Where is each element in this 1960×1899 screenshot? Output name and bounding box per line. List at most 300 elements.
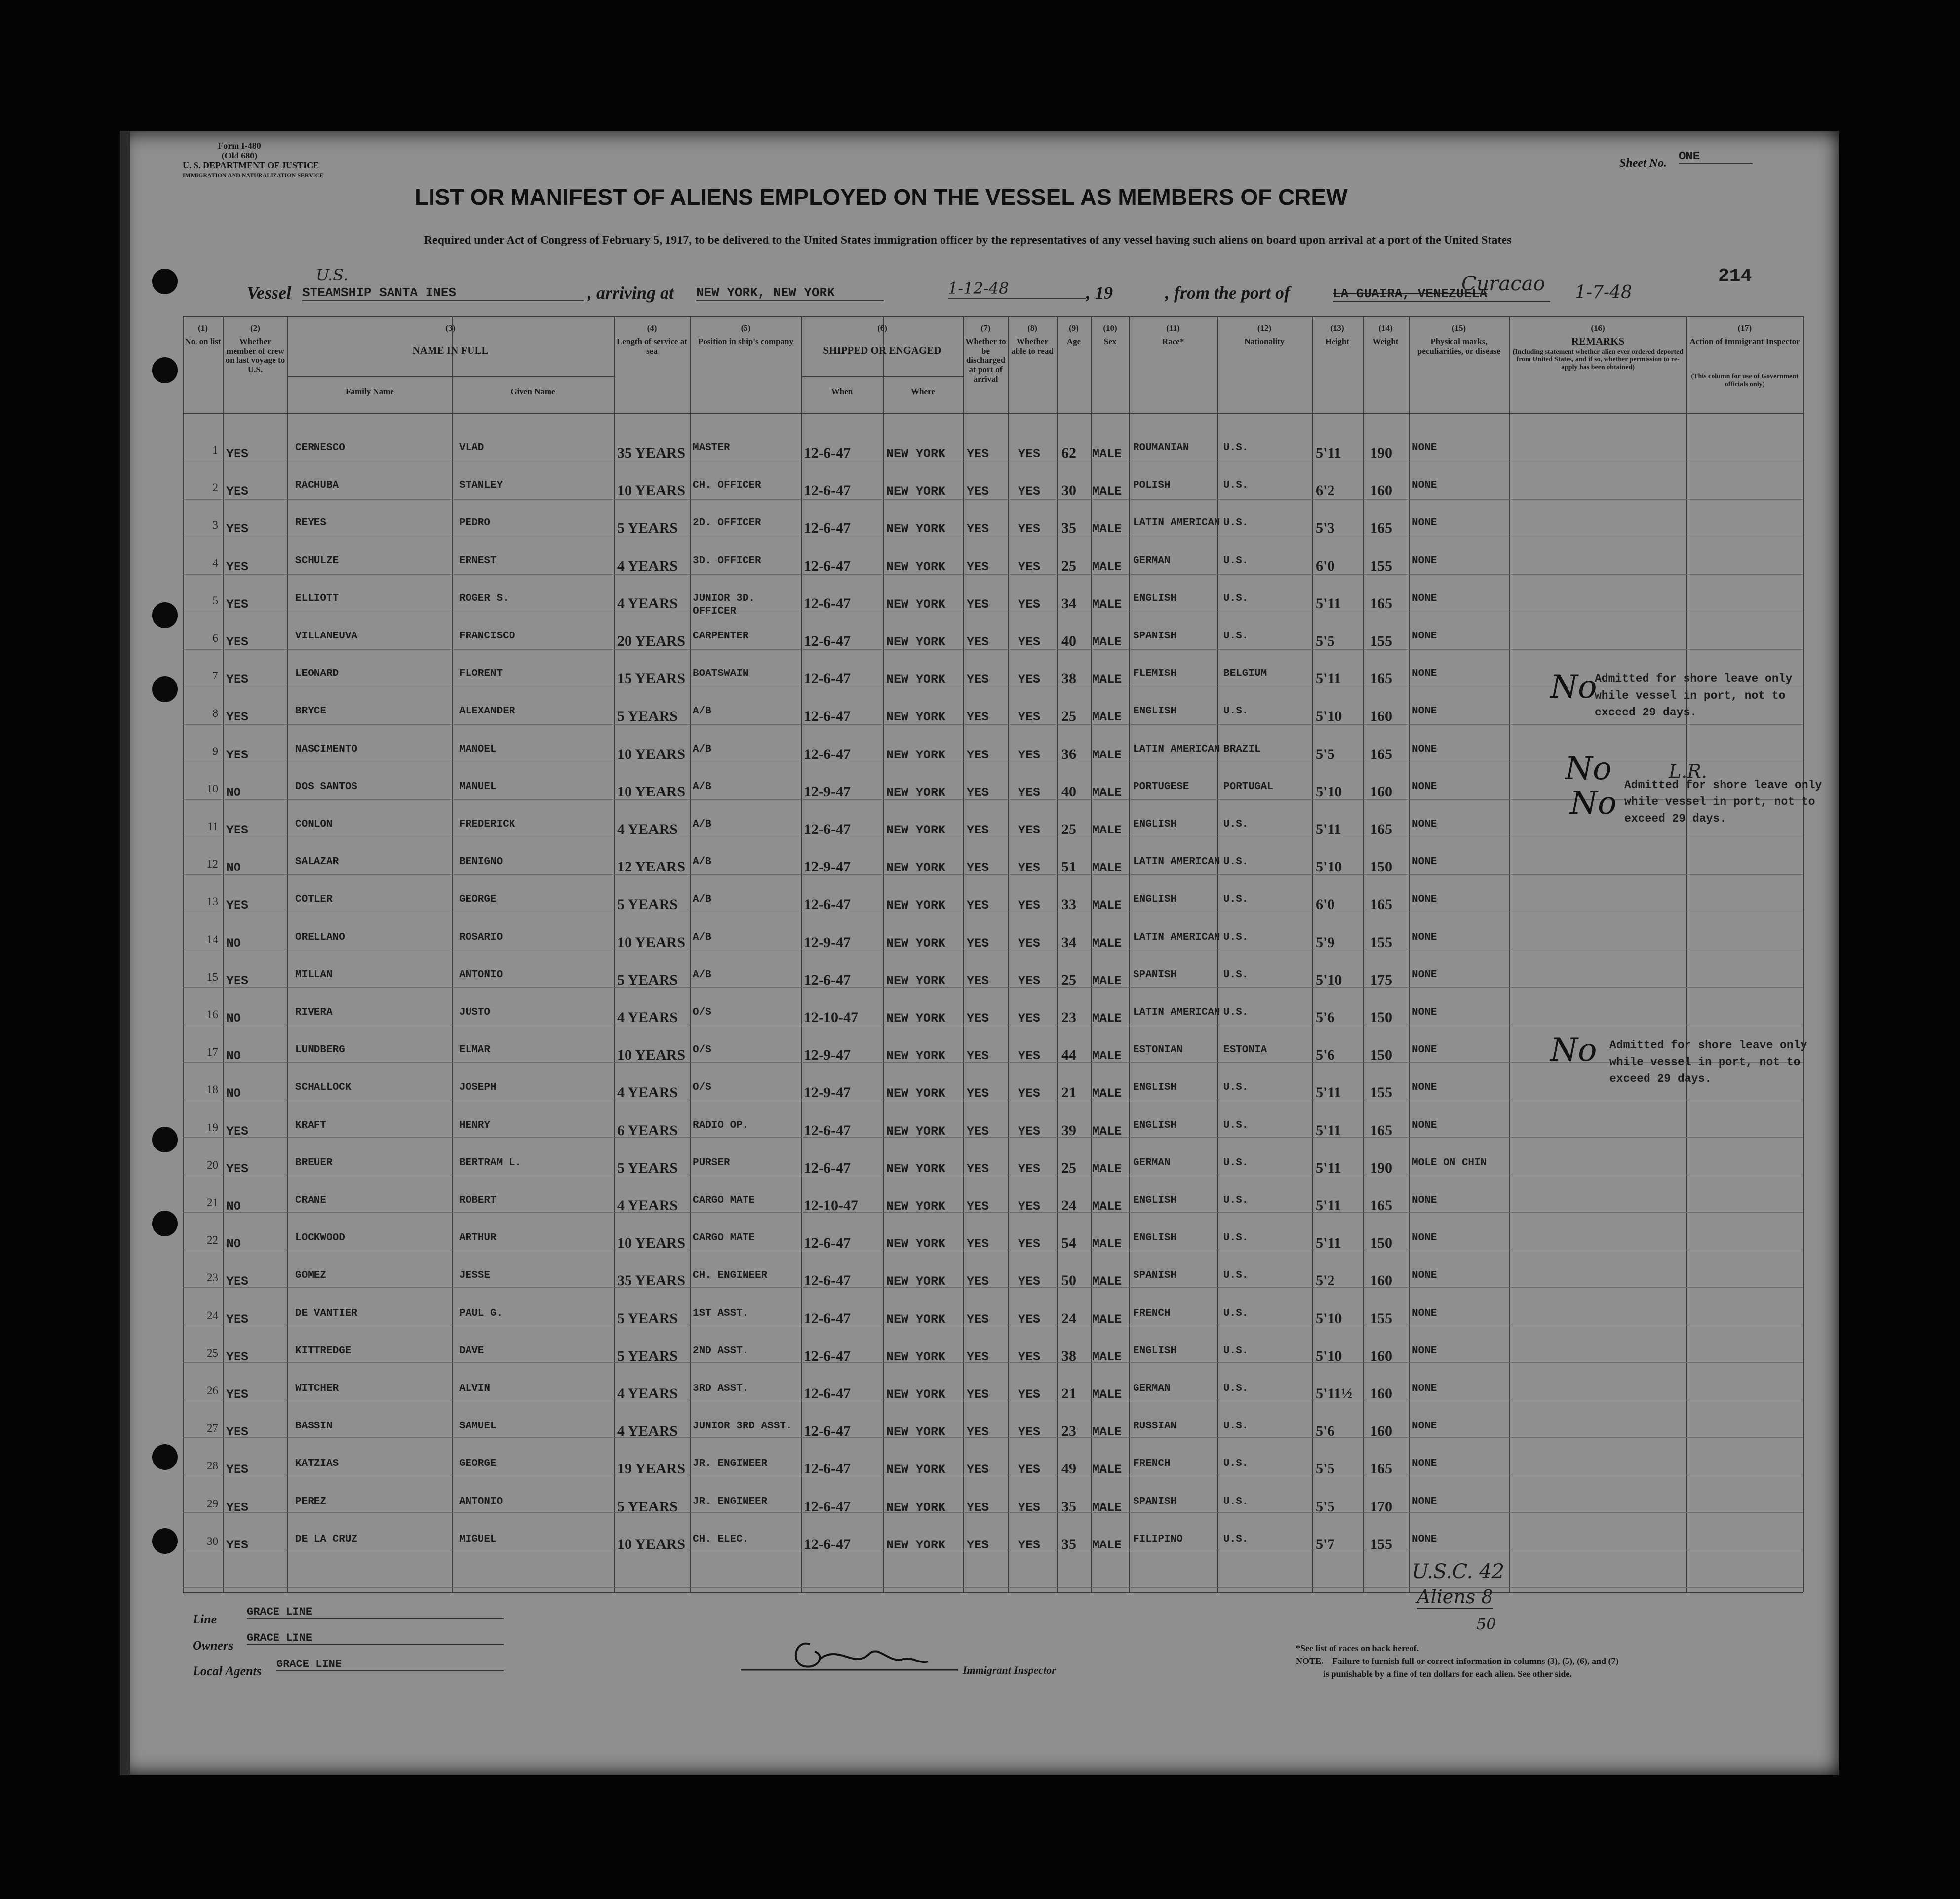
row-number: 20: [207, 1158, 218, 1171]
cell-height: 5'11: [1316, 595, 1341, 612]
column-divider: [801, 316, 802, 1592]
cell-where: NEW YORK: [886, 1124, 946, 1139]
cell-age: 50: [1061, 1272, 1076, 1289]
cell-discharged: YES: [967, 522, 989, 537]
cell-position: JR. ENGINEER: [693, 1496, 768, 1507]
cell-age: 38: [1061, 1347, 1076, 1364]
row-number: 26: [207, 1385, 218, 1397]
cell-family: BASSIN: [295, 1421, 333, 1432]
cell-sex: MALE: [1092, 559, 1122, 574]
cell-service: 4 YEARS: [617, 1423, 678, 1440]
cell-read: YES: [1018, 710, 1041, 725]
cell-marks: NONE: [1412, 517, 1437, 529]
row-number: 28: [207, 1460, 218, 1472]
cell-sex: MALE: [1092, 1049, 1122, 1064]
cell-age: 30: [1061, 482, 1076, 499]
cell-age: 38: [1061, 671, 1076, 687]
cell-height: 5'5: [1316, 1461, 1335, 1477]
cell-weight: 150: [1370, 859, 1392, 875]
cell-marks: MOLE ON CHIN: [1412, 1157, 1487, 1169]
cell-where: NEW YORK: [886, 898, 946, 913]
cell-sex: MALE: [1092, 1387, 1122, 1402]
cell-when: 12-9-47: [804, 1047, 851, 1064]
cell-height: 5'11½: [1316, 1385, 1353, 1402]
cell-position: CARGO MATE: [693, 1195, 755, 1206]
cell-weight: 165: [1370, 746, 1392, 762]
cell-race: SPANISH: [1133, 1270, 1177, 1282]
cell-race: ENGLISH: [1133, 1119, 1177, 1131]
cell-race: ENGLISH: [1133, 819, 1177, 830]
cell-height: 6'0: [1316, 896, 1335, 913]
cell-nationality: U.S.: [1223, 442, 1249, 454]
cell-service: 35 YEARS: [617, 1272, 686, 1289]
cell-where: NEW YORK: [886, 861, 946, 875]
cell-family: KATZIAS: [295, 1458, 339, 1470]
cell-discharged: YES: [967, 1237, 989, 1252]
inspector-label: Immigrant Inspector: [963, 1664, 1056, 1676]
cell-discharged: YES: [967, 1124, 989, 1139]
cell-prev: YES: [226, 1538, 249, 1552]
cell-service: 12 YEARS: [617, 859, 686, 875]
cell-marks: NONE: [1412, 1496, 1437, 1507]
column-divider: [1686, 316, 1687, 1592]
cell-where: NEW YORK: [886, 1161, 946, 1176]
row-rule: [183, 649, 1803, 650]
cell-age: 21: [1061, 1084, 1076, 1101]
cell-position: BOATSWAIN: [693, 668, 749, 680]
cell-given: JESSE: [459, 1270, 491, 1282]
cell-given: ALVIN: [459, 1383, 491, 1394]
cell-discharged: YES: [967, 484, 989, 499]
tally-usc: U.S.C. 42: [1412, 1560, 1504, 1583]
cell-given: GEORGE: [459, 1458, 497, 1470]
cell-position: 3D. OFFICER: [693, 555, 761, 567]
cell-nationality: U.S.: [1223, 593, 1249, 604]
footer-note-penalty-cont: is punishable by a fine of ten dollars for each alien. See other side.: [1323, 1669, 1572, 1679]
row-number: 11: [207, 820, 218, 832]
cell-prev: NO: [226, 936, 241, 950]
column-note: (This column for use of Government officials only): [1691, 373, 1799, 388]
cell-nationality: U.S.: [1223, 1082, 1249, 1094]
sheet-no-value: ONE: [1679, 150, 1753, 164]
cell-when: 12-6-47: [804, 633, 851, 649]
row-number: 3: [212, 519, 218, 532]
cell-age: 34: [1061, 934, 1076, 950]
remark-line: Admitted for shore leave only: [1609, 1039, 1807, 1052]
cell-sex: MALE: [1092, 823, 1122, 837]
table-header-border: [183, 413, 1803, 414]
column-divider: [883, 316, 884, 1592]
cell-race: SPANISH: [1133, 969, 1177, 981]
cell-when: 12-9-47: [804, 783, 851, 800]
cell-height: 6'0: [1316, 557, 1335, 574]
cell-nationality: PORTUGAL: [1223, 781, 1273, 792]
cell-when: 12-6-47: [804, 821, 851, 837]
cell-marks: NONE: [1412, 1421, 1437, 1432]
cell-age: 36: [1061, 746, 1076, 762]
cell-given: MANOEL: [459, 743, 497, 755]
cell-position: 3RD ASST.: [693, 1383, 749, 1394]
cell-height: 5'3: [1316, 520, 1335, 537]
row-number: 16: [207, 1008, 218, 1021]
cell-discharged: YES: [967, 710, 989, 725]
cell-read: YES: [1018, 559, 1041, 574]
cell-height: 5'6: [1316, 1047, 1335, 1064]
cell-height: 5'10: [1316, 1310, 1342, 1327]
cell-weight: 165: [1370, 1461, 1392, 1477]
column-number: (11): [1166, 323, 1180, 333]
cell-discharged: YES: [967, 898, 989, 913]
cell-race: PORTUGESE: [1133, 781, 1189, 792]
cell-discharged: YES: [967, 1011, 989, 1026]
cell-family: PEREZ: [295, 1496, 327, 1507]
cell-weight: 170: [1370, 1498, 1392, 1515]
column-header: Action of Immigrant Inspector: [1689, 337, 1800, 346]
remark-line: exceed 29 days.: [1609, 1072, 1712, 1085]
cell-where: NEW YORK: [886, 635, 946, 649]
cell-weight: 150: [1370, 1047, 1392, 1064]
cell-where: NEW YORK: [886, 748, 946, 762]
cell-weight: 165: [1370, 671, 1392, 687]
column-note: (Including statement whether alien ever ordered deported from United States, and if so, whether permission to re-apply has been obtained): [1512, 348, 1684, 371]
cell-height: 5'6: [1316, 1423, 1335, 1440]
cell-weight: 165: [1370, 1197, 1392, 1214]
cell-height: 5'11: [1316, 1122, 1341, 1139]
cell-height: 5'11: [1316, 1197, 1341, 1214]
cell-where: NEW YORK: [886, 1387, 946, 1402]
cell-prev: YES: [226, 898, 249, 913]
handwritten-no-mark: No: [1570, 785, 1617, 822]
cell-sex: MALE: [1092, 1425, 1122, 1440]
cell-marks: NONE: [1412, 743, 1437, 755]
cell-weight: 150: [1370, 1235, 1392, 1252]
cell-height: 5'11: [1316, 1235, 1341, 1252]
cell-prev: YES: [226, 635, 249, 649]
cell-family: DE VANTIER: [295, 1307, 358, 1319]
cell-when: 12-6-47: [804, 445, 851, 461]
column-subheader: When: [831, 387, 853, 396]
cell-family: LUNDBERG: [295, 1044, 345, 1056]
cell-service: 4 YEARS: [617, 595, 678, 612]
cell-given: PEDRO: [459, 517, 491, 529]
cell-age: 24: [1061, 1310, 1076, 1327]
row-rule: [183, 499, 1803, 500]
row-number: 14: [207, 933, 218, 946]
cell-sex: MALE: [1092, 710, 1122, 725]
cell-prev: YES: [226, 1312, 249, 1327]
column-divider: [1803, 316, 1804, 1592]
cell-marks: NONE: [1412, 593, 1437, 604]
cell-position: RADIO OP.: [693, 1119, 749, 1131]
row-number: 30: [207, 1535, 218, 1547]
cell-position: A/B: [693, 781, 711, 792]
punch-hole: [152, 1127, 178, 1152]
row-number: 8: [212, 707, 218, 720]
cell-height: 5'9: [1316, 934, 1335, 950]
cell-marks: NONE: [1412, 856, 1437, 868]
cell-given: FREDERICK: [459, 819, 515, 830]
cell-family: SCHULZE: [295, 555, 339, 567]
cell-read: YES: [1018, 1387, 1041, 1402]
row-number: 2: [212, 481, 218, 494]
cell-weight: 190: [1370, 445, 1392, 461]
remark-line: exceed 29 days.: [1595, 706, 1697, 719]
departure-port: LA GUAIRA, VENEZUELA: [1333, 286, 1550, 302]
cell-where: NEW YORK: [886, 1463, 946, 1477]
cell-nationality: U.S.: [1223, 856, 1249, 868]
cell-where: NEW YORK: [886, 1425, 946, 1440]
cell-nationality: U.S.: [1223, 1421, 1249, 1432]
departure-date-handwritten: 1-7-48: [1575, 282, 1632, 303]
cell-nationality: U.S.: [1223, 1533, 1249, 1545]
cell-sex: MALE: [1092, 1463, 1122, 1477]
cell-nationality: U.S.: [1223, 480, 1249, 491]
cell-height: 5'10: [1316, 859, 1342, 875]
cell-prev: NO: [226, 1086, 241, 1101]
row-number: 25: [207, 1346, 218, 1359]
cell-where: NEW YORK: [886, 1049, 946, 1064]
cell-sex: MALE: [1092, 635, 1122, 649]
cell-prev: YES: [226, 559, 249, 574]
line-value: GRACE LINE: [247, 1606, 504, 1619]
cell-age: 49: [1061, 1461, 1076, 1477]
cell-where: NEW YORK: [886, 559, 946, 574]
cell-nationality: U.S.: [1223, 931, 1249, 943]
cell-nationality: U.S.: [1223, 1307, 1249, 1319]
cell-where: NEW YORK: [886, 673, 946, 687]
remark-line: Admitted for shore leave only: [1595, 673, 1793, 685]
cell-read: YES: [1018, 1011, 1041, 1026]
cell-weight: 155: [1370, 1310, 1392, 1327]
row-number: 17: [207, 1046, 218, 1059]
cell-where: NEW YORK: [886, 484, 946, 499]
cell-weight: 175: [1370, 971, 1392, 988]
cell-service: 15 YEARS: [617, 671, 686, 687]
column-header: Whether to be discharged at port of arrival: [965, 337, 1006, 384]
table-bottom-border: [183, 1592, 1803, 1593]
cell-prev: YES: [226, 597, 249, 612]
row-rule: [183, 1362, 1803, 1363]
cell-prev: YES: [226, 484, 249, 499]
cell-position: CH. ENGINEER: [693, 1270, 768, 1282]
table-top-border: [183, 316, 1803, 317]
remark-line: while vessel in port, not to: [1624, 795, 1815, 808]
cell-weight: 165: [1370, 1122, 1392, 1139]
cell-given: STANLEY: [459, 480, 503, 491]
cell-given: ARTHUR: [459, 1232, 497, 1244]
cell-service: 19 YEARS: [617, 1461, 686, 1477]
cell-service: 10 YEARS: [617, 482, 686, 499]
cell-position: O/S: [693, 1044, 711, 1056]
year-label: , 19: [1086, 283, 1113, 303]
cell-family: COTLER: [295, 894, 333, 906]
column-header: No. on list: [185, 337, 221, 346]
tally-total: 50: [1476, 1615, 1496, 1633]
footer-note-races: *See list of races on back hereof.: [1296, 1643, 1419, 1653]
cell-when: 12-9-47: [804, 859, 851, 875]
cell-where: NEW YORK: [886, 447, 946, 461]
cell-prev: YES: [226, 748, 249, 762]
column-number: (9): [1069, 323, 1079, 333]
cell-position: JR. ENGINEER: [693, 1458, 768, 1470]
cell-sex: MALE: [1092, 1538, 1122, 1552]
cell-given: HENRY: [459, 1119, 491, 1131]
column-header: Position in ship's company: [698, 337, 794, 346]
cell-age: 25: [1061, 821, 1076, 837]
cell-race: ENGLISH: [1133, 1082, 1177, 1094]
sheet-no-label: Sheet No.: [1619, 157, 1667, 170]
cell-weight: 160: [1370, 1423, 1392, 1440]
cell-where: NEW YORK: [886, 522, 946, 537]
cell-weight: 165: [1370, 595, 1392, 612]
cell-read: YES: [1018, 936, 1041, 950]
row-rule: [183, 1512, 1803, 1513]
column-number: (5): [741, 323, 751, 333]
cell-race: ENGLISH: [1133, 593, 1177, 604]
cell-age: 25: [1061, 708, 1076, 725]
cell-race: GERMAN: [1133, 555, 1171, 567]
cell-given: DAVE: [459, 1345, 484, 1357]
cell-service: 4 YEARS: [617, 1009, 678, 1026]
cell-prev: YES: [226, 1161, 249, 1176]
cell-weight: 155: [1370, 1536, 1392, 1552]
cell-position: O/S: [693, 1007, 711, 1018]
row-number: 15: [207, 970, 218, 983]
cell-read: YES: [1018, 1463, 1041, 1477]
column-number: (14): [1378, 323, 1393, 333]
cell-when: 12-6-47: [804, 557, 851, 574]
cell-age: 40: [1061, 783, 1076, 800]
cell-weight: 160: [1370, 708, 1392, 725]
cell-age: 34: [1061, 595, 1076, 612]
cell-age: 23: [1061, 1009, 1076, 1026]
cell-family: WITCHER: [295, 1383, 339, 1394]
cell-read: YES: [1018, 1538, 1041, 1552]
cell-discharged: YES: [967, 1538, 989, 1552]
cell-position: MASTER: [693, 442, 730, 454]
cell-read: YES: [1018, 673, 1041, 687]
cell-given: ANTONIO: [459, 1496, 503, 1507]
page-title: LIST OR MANIFEST OF ALIENS EMPLOYED ON THE VESSEL AS MEMBERS OF CREW: [415, 184, 1348, 210]
cell-discharged: YES: [967, 673, 989, 687]
remark-line: while vessel in port, not to: [1609, 1056, 1801, 1068]
row-number: 29: [207, 1497, 218, 1510]
cell-read: YES: [1018, 1049, 1041, 1064]
cell-position: CARPENTER: [693, 631, 749, 642]
cell-where: NEW YORK: [886, 597, 946, 612]
cell-when: 12-6-47: [804, 482, 851, 499]
cell-weight: 150: [1370, 1009, 1392, 1026]
owners-label: Owners: [193, 1638, 234, 1653]
subheader-divider: [801, 376, 963, 377]
cell-prev: YES: [226, 710, 249, 725]
cell-where: NEW YORK: [886, 1086, 946, 1101]
cell-marks: NONE: [1412, 1232, 1437, 1244]
cell-given: BENIGNO: [459, 856, 503, 868]
cell-sex: MALE: [1092, 1124, 1122, 1139]
cell-read: YES: [1018, 1124, 1041, 1139]
cell-family: CONLON: [295, 819, 333, 830]
cell-prev: YES: [226, 1349, 249, 1364]
cell-height: 5'7: [1316, 1536, 1335, 1552]
cell-position: A/B: [693, 706, 711, 717]
cell-service: 20 YEARS: [617, 633, 686, 649]
column-header: NAME IN FULL: [412, 344, 489, 356]
cell-service: 4 YEARS: [617, 1385, 678, 1402]
cell-nationality: U.S.: [1223, 555, 1249, 567]
cell-family: VILLANEUVA: [295, 631, 358, 642]
cell-when: 12-6-47: [804, 1536, 851, 1552]
cell-given: ELMAR: [459, 1044, 491, 1056]
row-rule: [183, 1137, 1803, 1138]
column-number: (4): [647, 323, 657, 333]
cell-when: 12-6-47: [804, 896, 851, 913]
cell-weight: 155: [1370, 557, 1392, 574]
cell-race: ENGLISH: [1133, 894, 1177, 906]
cell-position: A/B: [693, 856, 711, 868]
cell-discharged: YES: [967, 1425, 989, 1440]
cell-discharged: YES: [967, 748, 989, 762]
cell-sex: MALE: [1092, 1500, 1122, 1515]
punch-hole: [152, 1211, 178, 1236]
cell-where: NEW YORK: [886, 1500, 946, 1515]
row-rule: [183, 724, 1803, 725]
form-old-number: (Old 680): [221, 151, 258, 160]
cell-position: O/S: [693, 1082, 711, 1094]
cell-when: 12-6-47: [804, 1347, 851, 1364]
cell-family: RIVERA: [295, 1007, 333, 1018]
cell-read: YES: [1018, 861, 1041, 875]
row-number: 13: [207, 895, 218, 908]
cell-weight: 165: [1370, 821, 1392, 837]
cell-race: ENGLISH: [1133, 1345, 1177, 1357]
cell-service: 4 YEARS: [617, 1197, 678, 1214]
footer-note-penalty: NOTE.—Failure to furnish full or correct information in columns (3), (5), (6), and (7): [1296, 1656, 1619, 1666]
cell-sex: MALE: [1092, 1237, 1122, 1252]
cell-given: ANTONIO: [459, 969, 503, 981]
cell-prev: YES: [226, 1425, 249, 1440]
cell-race: LATIN AMERICAN: [1133, 931, 1220, 943]
cell-when: 12-6-47: [804, 1235, 851, 1252]
port-label: , from the port of: [1165, 283, 1291, 303]
cell-given: ERNEST: [459, 555, 497, 567]
cell-height: 5'5: [1316, 746, 1335, 762]
cell-sex: MALE: [1092, 1349, 1122, 1364]
cell-given: ALEXANDER: [459, 706, 515, 717]
cell-age: 21: [1061, 1385, 1076, 1402]
cell-when: 12-9-47: [804, 1084, 851, 1101]
cell-age: 25: [1061, 1159, 1076, 1176]
cell-when: 12-6-47: [804, 1122, 851, 1139]
cell-family: NASCIMENTO: [295, 743, 358, 755]
column-number: (10): [1103, 323, 1117, 333]
cell-family: RACHUBA: [295, 480, 339, 491]
row-number: 21: [207, 1196, 218, 1209]
cell-discharged: YES: [967, 1086, 989, 1101]
cell-service: 5 YEARS: [617, 1498, 678, 1515]
handwritten-no-mark: No: [1550, 1032, 1597, 1068]
cell-age: 33: [1061, 896, 1076, 913]
cell-service: 4 YEARS: [617, 557, 678, 574]
cell-when: 12-10-47: [804, 1009, 858, 1026]
cell-sex: MALE: [1092, 973, 1122, 988]
column-divider: [1312, 316, 1313, 1592]
cell-age: 25: [1061, 971, 1076, 988]
cell-read: YES: [1018, 1161, 1041, 1176]
cell-where: NEW YORK: [886, 1237, 946, 1252]
cell-discharged: YES: [967, 1199, 989, 1214]
cell-when: 12-6-47: [804, 595, 851, 612]
